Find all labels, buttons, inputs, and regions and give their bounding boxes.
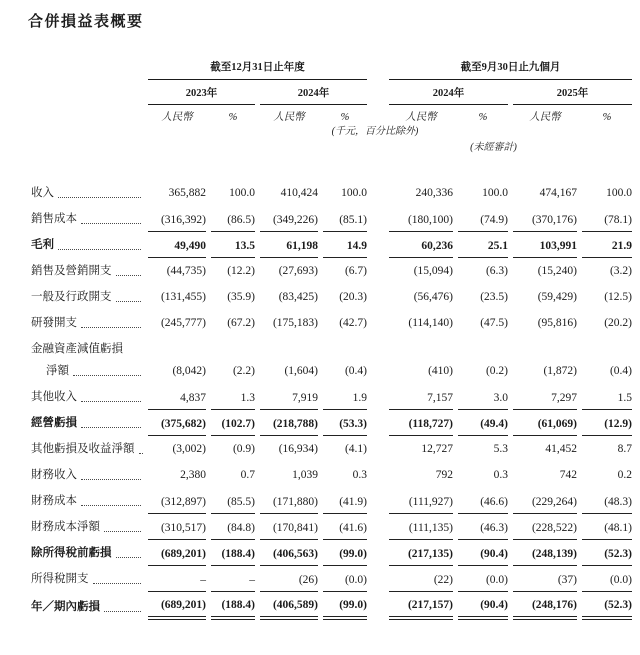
cell-value: 100.0 xyxy=(229,187,255,199)
cell-value: (53.3) xyxy=(323,410,367,436)
row-label: 毛利 xyxy=(31,239,54,251)
cell-value xyxy=(260,336,318,358)
percent-label: % xyxy=(478,112,488,123)
table-header xyxy=(31,61,632,154)
cell-value xyxy=(582,336,632,358)
cell-value: 474,167 xyxy=(539,187,577,199)
cell-value: (99.0) xyxy=(323,540,367,566)
cell-value: (47.5) xyxy=(480,317,508,329)
dot-leader xyxy=(58,249,141,250)
cell-value: (248,176) xyxy=(513,592,577,620)
dot-leader xyxy=(81,427,141,428)
table-row xyxy=(31,410,632,436)
cell-value: (171,880) xyxy=(260,488,318,514)
cell-value xyxy=(389,336,453,358)
table-row xyxy=(31,206,632,232)
cell-value: 742 xyxy=(559,469,577,481)
cell-value: 240,336 xyxy=(415,187,453,199)
cell-value: (52.3) xyxy=(582,540,632,566)
cell-value: (217,157) xyxy=(389,592,453,620)
cell-value: 0.2 xyxy=(617,469,632,481)
cell-value: (67.2) xyxy=(227,317,255,329)
dot-leader xyxy=(81,223,141,224)
row-label: 財務收入 xyxy=(31,469,77,481)
cell-value: 7,297 xyxy=(513,384,577,410)
cell-value: (131,455) xyxy=(160,291,206,303)
percent-label: % xyxy=(228,112,238,123)
period-group-annual: 截至12月31日止年度 xyxy=(148,61,367,80)
cell-value: 410,424 xyxy=(280,187,318,199)
table-body xyxy=(31,154,632,620)
period-group-ninemonth: 截至9月30日止九個月 xyxy=(389,61,632,80)
cell-value: (2.2) xyxy=(232,365,255,377)
column-gap xyxy=(372,462,384,488)
cell-value: – xyxy=(211,566,255,592)
column-gap xyxy=(372,61,384,80)
cell-value: (245,777) xyxy=(160,317,206,329)
cell-value: (86.5) xyxy=(211,206,255,232)
cell-value: (16,934) xyxy=(278,443,318,455)
dot-leader xyxy=(81,401,141,402)
row-label: 收入 xyxy=(31,187,54,199)
row-label: 淨額 xyxy=(46,365,69,377)
cell-value: (410) xyxy=(428,365,453,377)
cell-value: 0.3 xyxy=(493,469,508,481)
year-header-2023: 2023年 xyxy=(148,80,255,105)
cell-value: (56,476) xyxy=(413,291,453,303)
cell-value: (6.3) xyxy=(485,265,508,277)
dot-leader xyxy=(81,505,141,506)
cell-value: (0.4) xyxy=(344,365,367,377)
cell-value: (85.5) xyxy=(211,488,255,514)
cell-value: (180,100) xyxy=(389,206,453,232)
currency-label: 人民幣 xyxy=(161,112,193,123)
cell-value: (12.2) xyxy=(227,265,255,277)
cell-value: (22) xyxy=(389,566,453,592)
cell-value: (48.3) xyxy=(582,488,632,514)
cell-value: (689,201) xyxy=(148,540,206,566)
currency-label: 人民幣 xyxy=(273,112,305,123)
row-label: 財務成本 xyxy=(31,495,77,507)
cell-value: 60,236 xyxy=(389,232,453,258)
cell-value: (689,201) xyxy=(148,592,206,620)
cell-value: (95,816) xyxy=(537,317,577,329)
cell-value: (90.4) xyxy=(458,592,508,620)
income-statement-table xyxy=(26,61,637,620)
header-spacer xyxy=(31,138,384,154)
cell-value: (1,604) xyxy=(284,365,318,377)
cell-value: (59,429) xyxy=(537,291,577,303)
cell-value: (61,069) xyxy=(513,410,577,436)
cell-value: 1.5 xyxy=(582,384,632,410)
cell-value: (118,727) xyxy=(389,410,453,436)
cell-value: 2,380 xyxy=(180,469,206,481)
cell-value: (48.1) xyxy=(582,514,632,540)
dot-leader xyxy=(58,197,141,198)
cell-value: (4.1) xyxy=(344,443,367,455)
cell-value: (27,693) xyxy=(278,265,318,277)
cell-value: (111,927) xyxy=(389,488,453,514)
page-title: 合併損益表概要 xyxy=(28,13,144,30)
dot-leader xyxy=(104,531,141,532)
cell-value: (228,522) xyxy=(513,514,577,540)
cell-value: 61,198 xyxy=(260,232,318,258)
units-note: (千元，百分比除外) xyxy=(331,126,419,137)
cell-value: (12.5) xyxy=(604,291,632,303)
dot-leader xyxy=(116,301,142,302)
column-gap xyxy=(372,384,384,410)
cell-value: (12.9) xyxy=(582,410,632,436)
column-gap xyxy=(372,206,384,232)
cell-value: (6.7) xyxy=(344,265,367,277)
cell-value: (26) xyxy=(260,566,318,592)
table-row xyxy=(31,540,632,566)
percent-label: % xyxy=(602,112,612,123)
cell-value xyxy=(148,336,206,358)
cell-value: (37) xyxy=(513,566,577,592)
column-gap xyxy=(372,540,384,566)
cell-value: (15,094) xyxy=(413,265,453,277)
dot-leader xyxy=(104,611,141,612)
column-gap xyxy=(372,410,384,436)
cell-value: 3.0 xyxy=(458,384,508,410)
column-gap xyxy=(372,436,384,462)
percent-label: % xyxy=(340,112,350,123)
cell-value: (406,563) xyxy=(260,540,318,566)
cell-value: 41,452 xyxy=(545,443,577,455)
cell-value: 103,991 xyxy=(513,232,577,258)
column-gap xyxy=(372,592,384,620)
dot-leader xyxy=(139,453,144,454)
currency-header-row xyxy=(31,105,632,125)
table-row xyxy=(31,310,632,336)
cell-value: (1,872) xyxy=(543,365,577,377)
table-row xyxy=(31,154,632,206)
year-header-2025-9m: 2025年 xyxy=(513,80,632,105)
column-gap xyxy=(372,514,384,540)
cell-value: (248,139) xyxy=(513,540,577,566)
cell-value: (114,140) xyxy=(408,317,453,329)
dot-leader xyxy=(73,375,141,376)
group-header-row xyxy=(31,61,632,80)
cell-value: 49,490 xyxy=(148,232,206,258)
cell-value: (49.4) xyxy=(458,410,508,436)
cell-value: (375,682) xyxy=(148,410,206,436)
cell-value: 13.5 xyxy=(211,232,255,258)
cell-value: 25.1 xyxy=(458,232,508,258)
column-gap xyxy=(372,80,384,105)
table-row xyxy=(31,566,632,592)
table-row xyxy=(31,384,632,410)
cell-value: (0.0) xyxy=(323,566,367,592)
cell-value: (74.9) xyxy=(458,206,508,232)
column-gap xyxy=(372,284,384,310)
dot-leader xyxy=(116,557,142,558)
cell-value: 8.7 xyxy=(617,443,632,455)
table-row xyxy=(31,514,632,540)
cell-value xyxy=(513,336,577,358)
cell-value: (312,897) xyxy=(148,488,206,514)
cell-value xyxy=(211,336,255,358)
row-label: 財務成本淨額 xyxy=(31,521,100,533)
cell-value: (84.8) xyxy=(211,514,255,540)
cell-value: 12,727 xyxy=(421,443,453,455)
cell-value: 792 xyxy=(435,469,453,481)
cell-value: (3,002) xyxy=(172,443,206,455)
column-gap xyxy=(372,258,384,284)
cell-value: (52.3) xyxy=(582,592,632,620)
column-gap xyxy=(372,566,384,592)
cell-value: (0.2) xyxy=(485,365,508,377)
cell-value: (0.0) xyxy=(458,566,508,592)
header-spacer xyxy=(31,105,143,125)
cell-value: (42.7) xyxy=(339,317,367,329)
cell-value: 7,919 xyxy=(260,384,318,410)
column-gap xyxy=(372,488,384,514)
cell-value xyxy=(323,336,367,358)
year-header-row xyxy=(31,80,632,105)
cell-value: 5.3 xyxy=(493,443,508,455)
cell-value: 21.9 xyxy=(582,232,632,258)
row-label: 除所得稅前虧損 xyxy=(31,547,112,559)
header-spacer xyxy=(31,125,143,138)
column-gap xyxy=(372,154,384,206)
row-label: 其他收入 xyxy=(31,391,77,403)
cell-value: (90.4) xyxy=(458,540,508,566)
column-gap xyxy=(372,358,384,384)
cell-value: (188.4) xyxy=(211,592,255,620)
cell-value: 100.0 xyxy=(341,187,367,199)
cell-value: (0.4) xyxy=(609,365,632,377)
cell-value: (78.1) xyxy=(582,206,632,232)
cell-value: 4,837 xyxy=(148,384,206,410)
cell-value: (20.3) xyxy=(339,291,367,303)
row-label: 其他虧損及收益淨額 xyxy=(31,443,135,455)
cell-value: (349,226) xyxy=(260,206,318,232)
table-row xyxy=(31,436,632,462)
cell-value: 7,157 xyxy=(389,384,453,410)
column-gap xyxy=(372,336,384,358)
column-gap xyxy=(372,310,384,336)
cell-value: (99.0) xyxy=(323,592,367,620)
cell-value: 365,882 xyxy=(168,187,206,199)
table-row xyxy=(31,358,632,384)
cell-value: (310,517) xyxy=(148,514,206,540)
table-row xyxy=(31,488,632,514)
row-label: 年／期內虧損 xyxy=(31,601,100,613)
currency-label: 人民幣 xyxy=(405,112,437,123)
cell-value: 100.0 xyxy=(606,187,632,199)
dot-leader xyxy=(81,479,141,480)
cell-value: (44,735) xyxy=(166,265,206,277)
cell-value: (111,135) xyxy=(389,514,453,540)
cell-value: (316,392) xyxy=(148,206,206,232)
cell-value: (15,240) xyxy=(537,265,577,277)
table-row xyxy=(31,336,632,358)
table-row xyxy=(31,258,632,284)
cell-value: 1.3 xyxy=(211,384,255,410)
table-row xyxy=(31,462,632,488)
cell-value: (41.9) xyxy=(323,488,367,514)
cell-value: 1,039 xyxy=(292,469,318,481)
cell-value: (406,589) xyxy=(260,592,318,620)
cell-value: (41.6) xyxy=(323,514,367,540)
units-note-row xyxy=(31,125,632,138)
cell-value: (46.3) xyxy=(458,514,508,540)
dot-leader xyxy=(81,327,141,328)
unaudited-note-row xyxy=(31,138,632,154)
column-gap xyxy=(372,105,384,125)
currency-label: 人民幣 xyxy=(529,112,561,123)
table-row xyxy=(31,232,632,258)
cell-value: (20.2) xyxy=(604,317,632,329)
cell-value: 0.7 xyxy=(240,469,255,481)
cell-value: (0.9) xyxy=(232,443,255,455)
unaudited-note: (未經審計) xyxy=(470,142,517,153)
row-label: 金融資產減值虧損 xyxy=(31,343,123,355)
year-header-2024-9m: 2024年 xyxy=(389,80,508,105)
dot-leader xyxy=(116,275,142,276)
row-label: 所得稅開支 xyxy=(31,573,89,585)
cell-value: (218,788) xyxy=(260,410,318,436)
column-gap xyxy=(372,232,384,258)
row-label: 研發開支 xyxy=(31,317,77,329)
cell-value: (23.5) xyxy=(480,291,508,303)
cell-value: – xyxy=(148,566,206,592)
row-label: 經營虧損 xyxy=(31,417,77,429)
cell-value: (0.0) xyxy=(582,566,632,592)
cell-value: (217,135) xyxy=(389,540,453,566)
cell-value: (3.2) xyxy=(609,265,632,277)
cell-value: (35.9) xyxy=(227,291,255,303)
cell-value: (8,042) xyxy=(172,365,206,377)
header-spacer xyxy=(31,61,143,80)
cell-value: 100.0 xyxy=(482,187,508,199)
row-label: 銷售及營銷開支 xyxy=(31,265,112,277)
table-row xyxy=(31,284,632,310)
cell-value xyxy=(458,336,508,358)
cell-value: 14.9 xyxy=(323,232,367,258)
cell-value: (188.4) xyxy=(211,540,255,566)
cell-value: (229,264) xyxy=(513,488,577,514)
cell-value: 1.9 xyxy=(323,384,367,410)
table-row xyxy=(31,592,632,620)
cell-value: (102.7) xyxy=(211,410,255,436)
cell-value: (85.1) xyxy=(323,206,367,232)
row-label: 一般及行政開支 xyxy=(31,291,112,303)
cell-value: (83,425) xyxy=(278,291,318,303)
cell-value: 0.3 xyxy=(352,469,367,481)
year-header-2024: 2024年 xyxy=(260,80,367,105)
dot-leader xyxy=(93,583,142,584)
header-spacer xyxy=(31,80,143,105)
row-label: 銷售成本 xyxy=(31,213,77,225)
cell-value: (370,176) xyxy=(513,206,577,232)
cell-value: (170,841) xyxy=(260,514,318,540)
cell-value: (46.6) xyxy=(458,488,508,514)
cell-value: (175,183) xyxy=(272,317,318,329)
